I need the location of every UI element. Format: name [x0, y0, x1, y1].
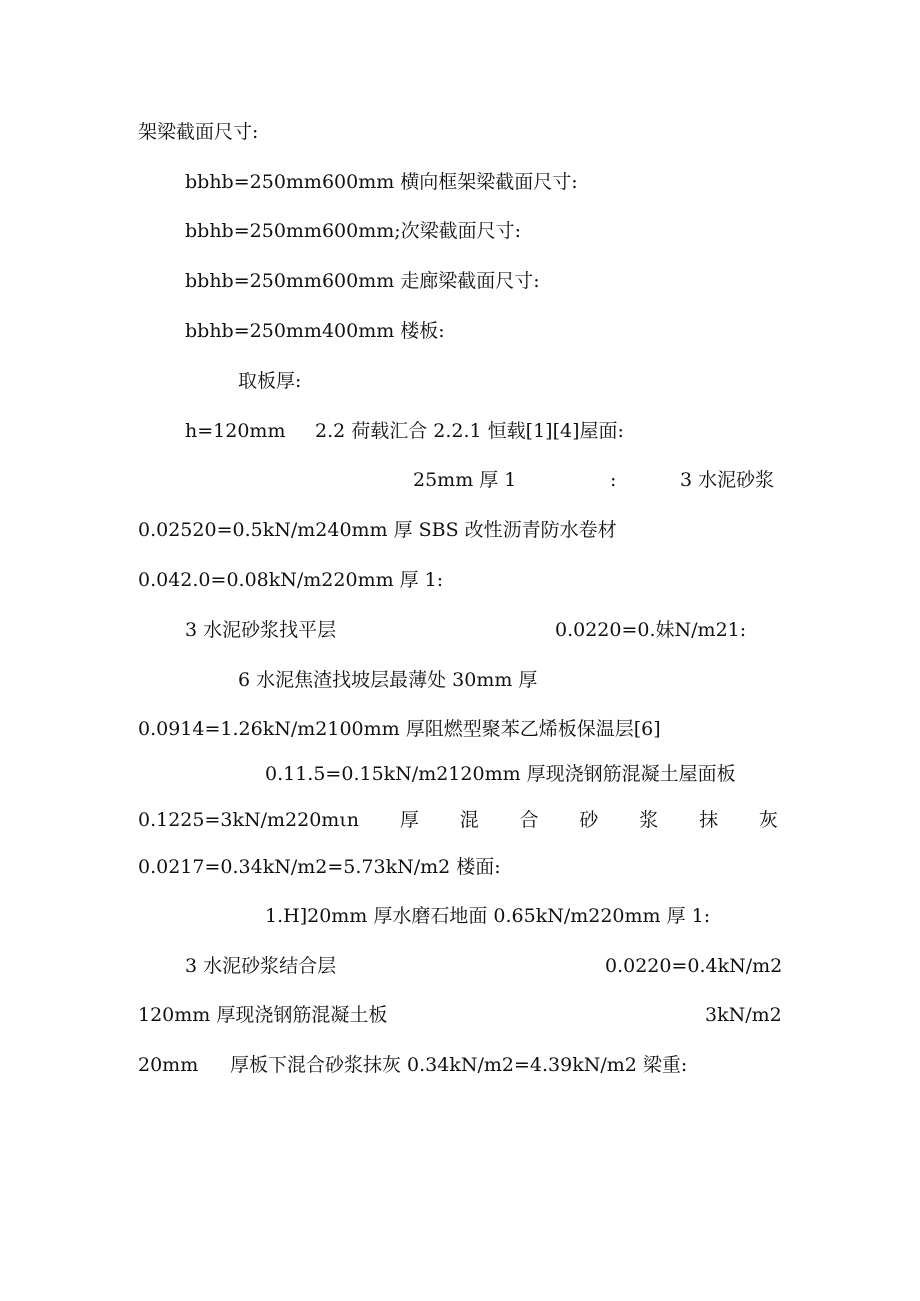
text-line-15-part: 砂	[579, 809, 599, 831]
text-line-7a: h=120mm	[185, 420, 286, 442]
text-line-6: 取板厚:	[238, 370, 302, 392]
text-line-15-part: 混	[459, 809, 479, 831]
text-line-18b: 0.0220=0.4kN/m2	[605, 955, 783, 977]
text-line-13: 0.0914=1.26kN/m2100mm 厚阻燃型聚苯乙烯板保温层[6]	[138, 718, 661, 740]
text-line-19a: 120mm 厚现浇钢筋混凝土板	[138, 1004, 388, 1026]
text-line-5: bbhb=250mm400mm 楼板:	[185, 320, 445, 342]
text-line-7b: 2.2 荷载汇合 2.2.1 恒载[1][4]屋面:	[315, 420, 624, 442]
text-line-15-part: 浆	[639, 809, 659, 831]
text-line-8c: 3 水泥砂浆	[680, 469, 775, 491]
text-line-11a: 3 水泥砂浆找平层	[185, 619, 337, 641]
text-line-17: 1.H]20mm 厚水磨石地面 0.65kN/m220mm 厚 1:	[265, 905, 711, 927]
text-line-18a: 3 水泥砂浆结合层	[185, 955, 337, 977]
text-line-19b: 3kN/m2	[705, 1004, 782, 1026]
text-line-9: 0.02520=0.5kN/m240mm 厚 SBS 改性沥青防水卷材	[138, 519, 617, 541]
text-line-8b: :	[610, 469, 617, 491]
text-line-1: 架梁截面尺寸:	[138, 121, 259, 143]
text-line-15-part: 厚	[399, 809, 419, 831]
text-line-12: 6 水泥焦渣找坡层最薄处 30mm 厚	[238, 669, 538, 691]
text-line-4: bbhb=250mm600mm 走廊梁截面尺寸:	[185, 270, 540, 292]
text-line-15	[138, 808, 778, 832]
text-line-20b: 厚板下混合砂浆抹灰 0.34kN/m2=4.39kN/m2 梁重:	[230, 1054, 688, 1076]
text-line-15-part: 合	[519, 809, 539, 831]
text-line-2: bbhb=250mm600mm 横向框架梁截面尺寸:	[185, 171, 578, 193]
text-line-10: 0.042.0=0.08kN/m220mm 厚 1:	[138, 569, 444, 591]
text-line-3: bbhb=250mm600mm;次梁截面尺寸:	[185, 220, 522, 242]
text-line-20a: 20mm	[138, 1054, 199, 1076]
text-line-8a: 25mm 厚 1	[413, 469, 517, 491]
text-line-14: 0.11.5=0.15kN/m2120mm 厚现浇钢筋混凝土屋面板	[265, 763, 736, 785]
text-line-11b: 0.0220=0.妹N/m21:	[555, 619, 747, 641]
text-line-15-part: 灰	[758, 809, 778, 831]
text-line-15-part: 抹	[699, 809, 719, 831]
text-line-16: 0.0217=0.34kN/m2=5.73kN/m2 楼面:	[138, 856, 501, 878]
text-line-15-part: 0.1225=3kN/m220mιn	[138, 809, 360, 831]
